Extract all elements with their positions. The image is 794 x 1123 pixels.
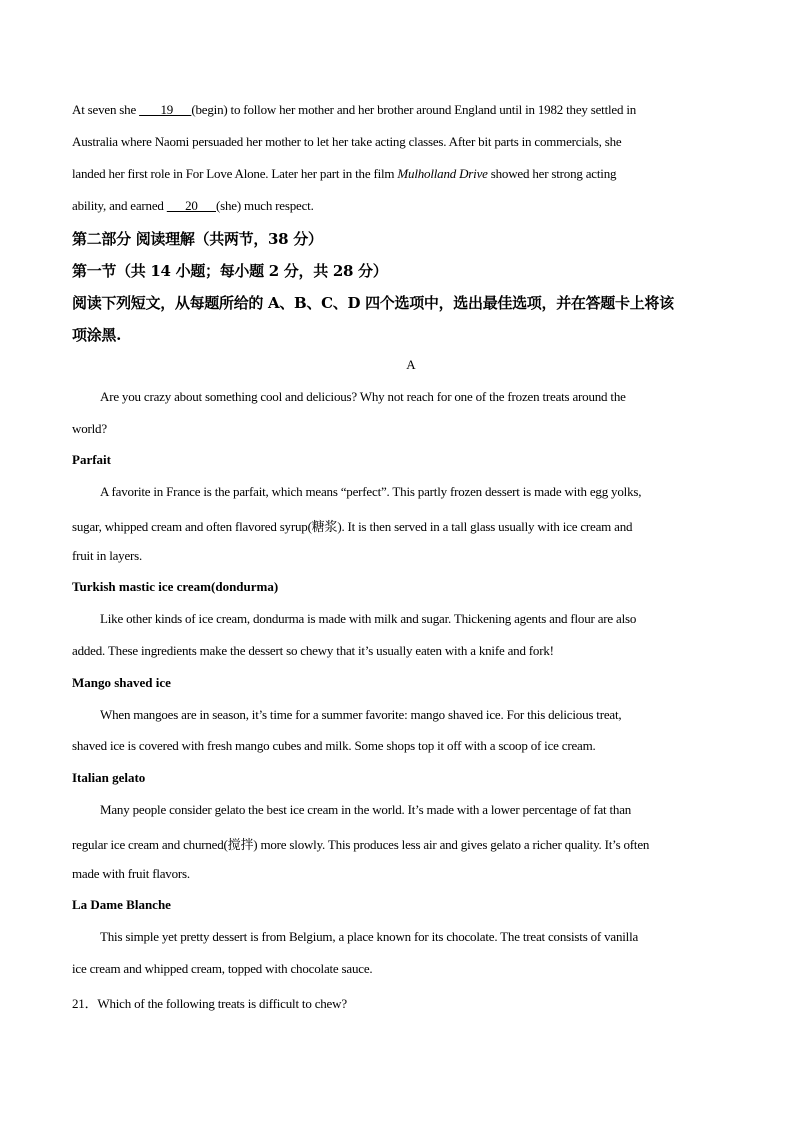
item-line: sugar, whipped cream and often flavored syrup(糖浆). It is then served in a tall glass usually with ice cream and <box>72 519 633 534</box>
item-line: ice cream and whipped cream, topped with chocolate sauce. <box>72 961 373 976</box>
item-title: Italian gelato <box>72 770 146 785</box>
cloze-text: (she) much respect. <box>216 198 314 213</box>
passage-label: A <box>406 357 416 372</box>
item-line: Many people consider gelato the best ice cream in the world. It’s made with a lower percentage of fat than <box>100 802 632 817</box>
cloze-text: showed her strong acting <box>487 166 617 181</box>
item-line: fruit in layers. <box>72 548 143 563</box>
item-line: regular ice cream and churned(搅拌) more slowly. This produces less air and gives gelato a richer quality. It’s often <box>72 837 650 852</box>
item-line: When mangoes are in season, it’s time for a summer favorite: mango shaved ice. For this delicious treat, <box>100 707 622 722</box>
cloze-line-3 <box>72 166 616 182</box>
intro-line-2: world? <box>72 421 107 436</box>
instruction-line-1: 阅读下列短文，从每题所给的 A、B、C、D 四个选项中，选出最佳选项，并在答题卡上将该 <box>72 294 674 312</box>
question-21: 21．Which of the following treats is difficult to chew? <box>72 996 347 1011</box>
cloze-line-1 <box>72 102 636 118</box>
item-line: shaved ice is covered with fresh mango cubes and milk. Some shops top it off with a scoop of ice cream. <box>72 738 596 753</box>
cloze-text: landed her first role in For Love Alone. Later her part in the film <box>72 166 398 181</box>
blank-20[interactable]: 20 <box>166 198 216 213</box>
item-line: Like other kinds of ice cream, dondurma is made with milk and sugar. Thickening agents and flour are also <box>100 611 637 626</box>
section1-title: 第一节（共 14 小题；每小题 2 分，共 28 分） <box>72 262 388 280</box>
cloze-line-4 <box>72 198 314 214</box>
part2-title: 第二部分 阅读理解（共两节，38 分） <box>72 230 323 248</box>
item-title: Mango shaved ice <box>72 675 171 690</box>
item-line: A favorite in France is the parfait, which means “perfect”. This partly frozen dessert is made with egg yolks, <box>100 484 642 499</box>
item-line: This simple yet pretty dessert is from Belgium, a place known for its chocolate. The treat consists of vanilla <box>100 929 639 944</box>
item-title: Turkish mastic ice cream(dondurma) <box>72 579 279 594</box>
instruction-line-2: 项涂黑. <box>72 326 122 344</box>
cloze-line-2: Australia where Naomi persuaded her mother to let her take acting classes. After bit parts in commercials, she <box>72 134 622 149</box>
item-title: La Dame Blanche <box>72 897 171 912</box>
blank-19[interactable]: 19 <box>139 102 192 117</box>
item-line: added. These ingredients make the dessert so chewy that it’s usually eaten with a knife and fork! <box>72 643 554 658</box>
film-title: Mulholland Drive <box>397 166 488 181</box>
item-title: Parfait <box>72 452 111 467</box>
cloze-text: (begin) to follow her mother and her brother around England until in 1982 they settled in <box>191 102 637 117</box>
intro-line-1: Are you crazy about something cool and delicious? Why not reach for one of the frozen treats around the <box>100 389 626 404</box>
cloze-text: At seven she <box>72 102 140 117</box>
cloze-text: ability, and earned <box>72 198 167 213</box>
item-line: made with fruit flavors. <box>72 866 190 881</box>
